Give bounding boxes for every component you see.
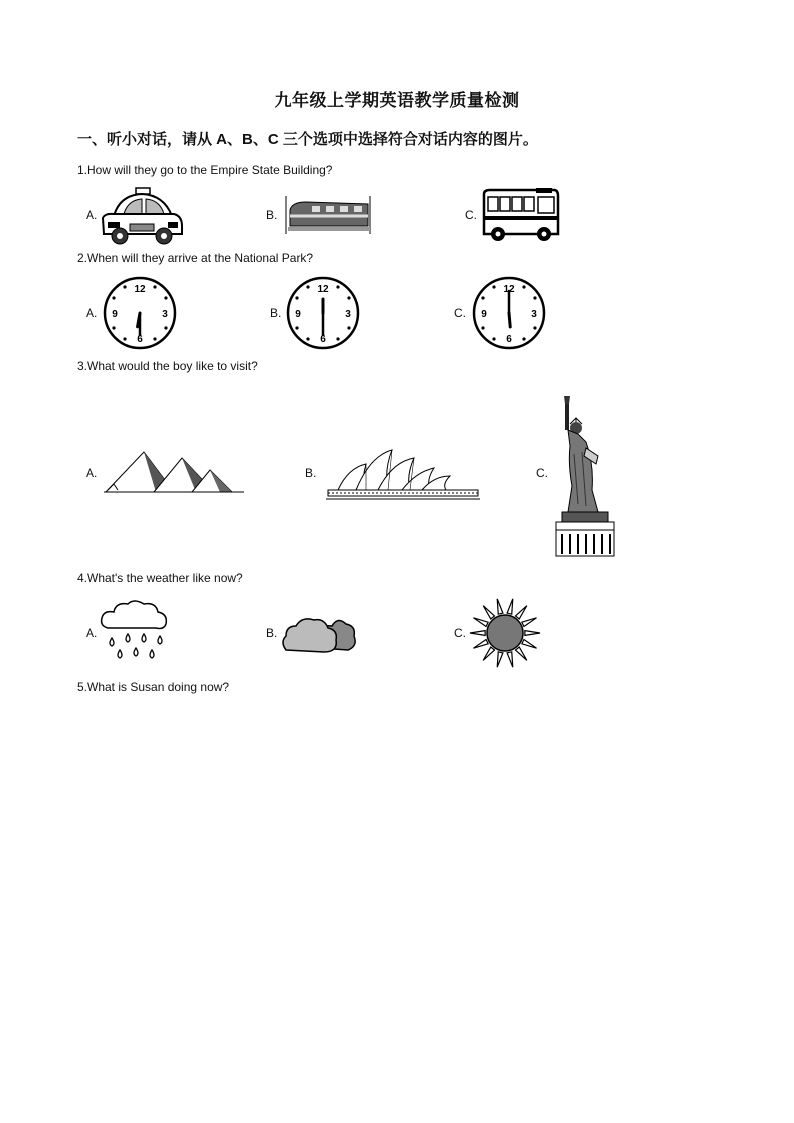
clock-tick: [112, 296, 115, 299]
sun-ray: [497, 652, 503, 667]
sun-picture: [468, 596, 542, 670]
clock-numeral-3: 3: [531, 309, 537, 320]
q4-option-c-label: C.: [454, 626, 466, 640]
sun-ray: [516, 606, 527, 619]
rain-cloud-picture: [98, 596, 170, 664]
q2-option-b-label: B.: [270, 306, 282, 320]
sun-ray: [483, 647, 494, 660]
q4-option-b-label: B.: [266, 626, 278, 640]
q2-option-c-label: C.: [454, 306, 466, 320]
clock-numeral-3: 3: [345, 309, 351, 320]
clock-tick: [164, 296, 167, 299]
clock-numeral-6: 6: [506, 334, 512, 345]
sun-ray: [473, 618, 488, 627]
clock-tick: [522, 337, 525, 340]
clock-tick: [306, 285, 309, 288]
clock-tick: [336, 285, 339, 288]
q1-option-c-label: C.: [465, 208, 477, 222]
clock-a-picture: [102, 275, 178, 351]
q1-option-b-label: B.: [266, 208, 278, 222]
clock-tick: [112, 326, 115, 329]
cloudy-picture: [280, 612, 358, 656]
clock-tick: [533, 326, 536, 329]
sun-ray: [522, 639, 537, 648]
clock-tick: [347, 326, 350, 329]
q3-option-b-label: B.: [305, 466, 317, 480]
question-1: 1.How will they go to the Empire State Building?: [77, 163, 333, 177]
bus-picture: [480, 188, 562, 244]
clock-numeral-6: 6: [320, 334, 326, 345]
sun-ray: [525, 631, 540, 636]
sun-ray: [507, 599, 513, 614]
clock-tick: [295, 326, 298, 329]
clock-tick: [123, 337, 126, 340]
pyramids-picture: [104, 446, 244, 496]
q3-option-c-label: C.: [536, 466, 548, 480]
sun-ray: [516, 647, 527, 660]
clock-hour-hand: [509, 313, 510, 327]
clock-numeral-9: 9: [295, 309, 301, 320]
clock-tick: [492, 337, 495, 340]
question-5: 5.What is Susan doing now?: [77, 680, 230, 694]
clock-tick: [481, 326, 484, 329]
clock-numeral-6: 6: [137, 334, 143, 345]
question-2: 2.When will they arrive at the National Park?: [77, 251, 314, 265]
opera-house-picture: [326, 446, 480, 502]
sun-ray: [473, 639, 488, 648]
clock-tick: [153, 337, 156, 340]
sun-ray: [483, 606, 494, 619]
clock-numeral-9: 9: [112, 309, 118, 320]
clock-numeral-12: 12: [317, 284, 329, 295]
page-title: 九年级上学期英语教学质量检测: [274, 91, 520, 110]
clock-tick: [533, 296, 536, 299]
question-3: 3.What would the boy like to visit?: [77, 359, 258, 373]
sun-ray: [522, 618, 537, 627]
clock-numeral-9: 9: [481, 309, 487, 320]
q2-option-a-label: A.: [86, 306, 98, 320]
statue-of-liberty-picture: [554, 394, 616, 558]
q1-option-a-label: A.: [86, 208, 98, 222]
sun-ray: [470, 631, 485, 636]
clock-c-picture: [471, 275, 547, 351]
question-4: 4.What's the weather like now?: [77, 571, 243, 585]
train-picture: [284, 194, 374, 236]
clock-tick: [492, 285, 495, 288]
clock-numeral-3: 3: [162, 309, 168, 320]
sun-ray: [507, 652, 513, 667]
clock-tick: [123, 285, 126, 288]
clock-tick: [306, 337, 309, 340]
q3-option-a-label: A.: [86, 466, 98, 480]
taxi-picture: [100, 186, 184, 246]
clock-b-picture: [285, 275, 361, 351]
clock-tick: [153, 285, 156, 288]
clock-tick: [295, 296, 298, 299]
clock-tick: [164, 326, 167, 329]
clock-numeral-12: 12: [503, 284, 515, 295]
sun-ray: [497, 599, 503, 614]
clock-tick: [347, 296, 350, 299]
clock-tick: [336, 337, 339, 340]
section-heading: 一、听小对话，请从 A、B、C 三个选项中选择符合对话内容的图片。: [77, 131, 538, 148]
clock-tick: [522, 285, 525, 288]
clock-tick: [481, 296, 484, 299]
clock-numeral-12: 12: [134, 284, 146, 295]
q4-option-a-label: A.: [86, 626, 98, 640]
